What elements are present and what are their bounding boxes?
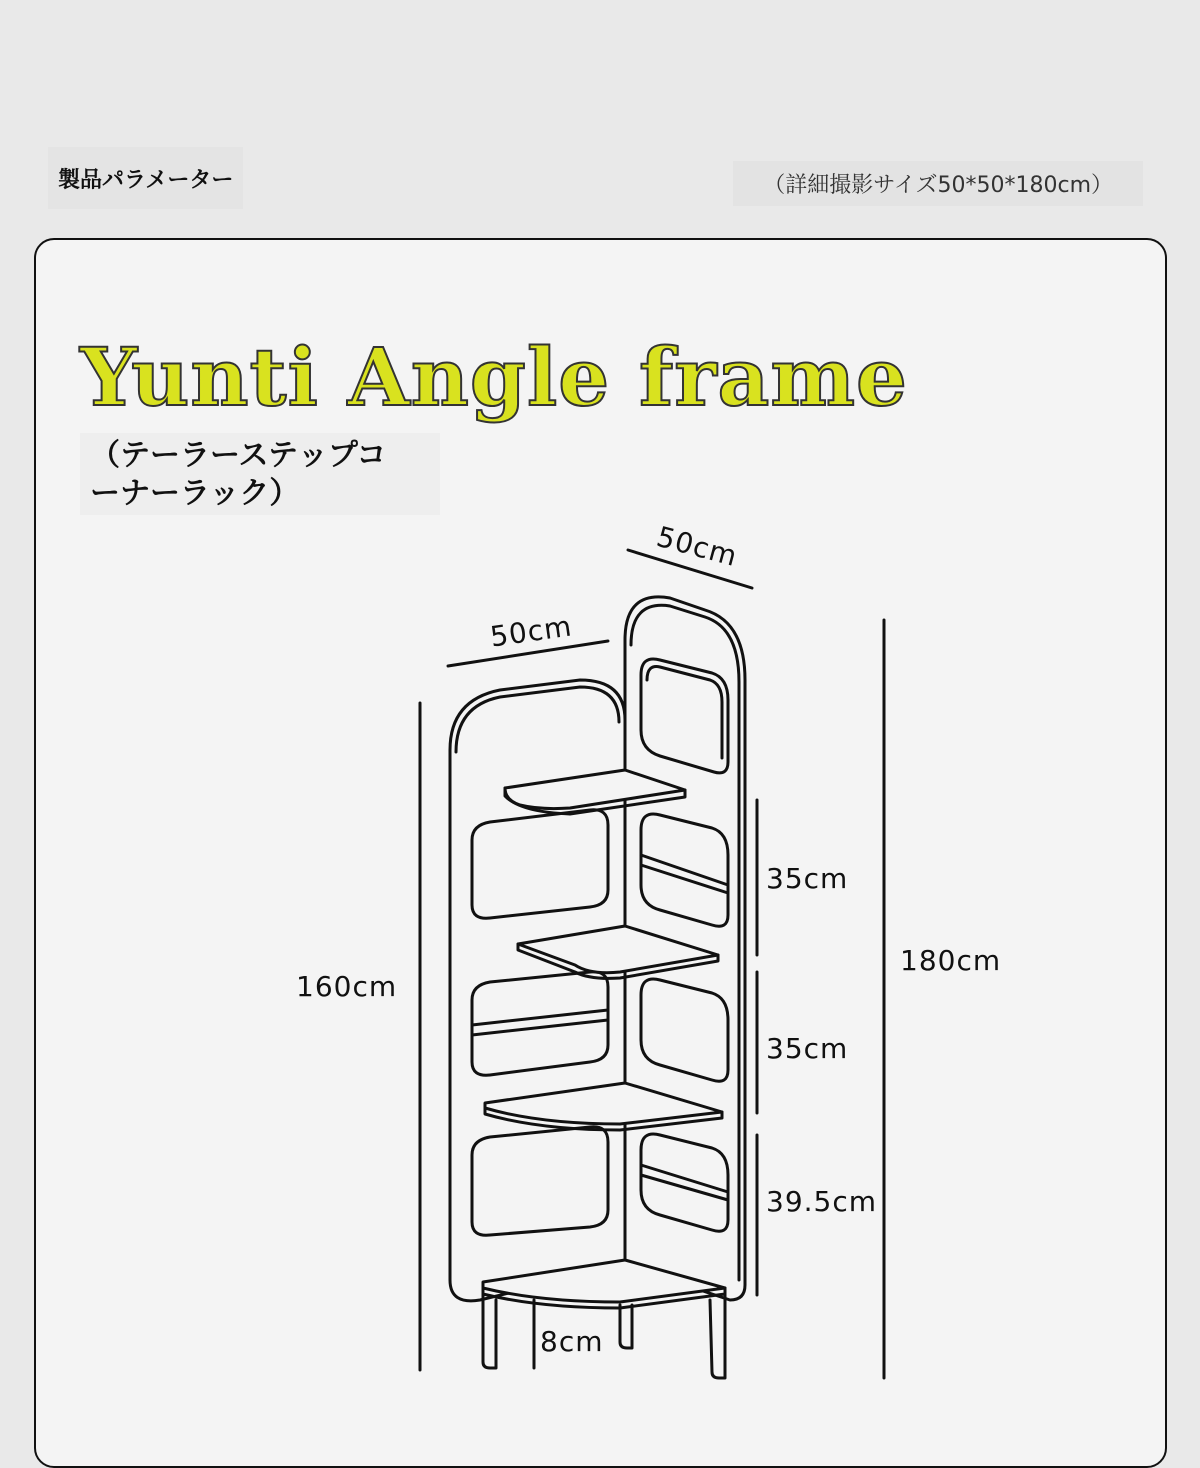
- front-window-1: [472, 810, 608, 918]
- subtitle-line-1: （テーラーステップコ: [90, 438, 387, 473]
- section-label: 製品パラメーター: [48, 147, 243, 209]
- front-window-3: [472, 1127, 608, 1235]
- back-window-2: [641, 979, 728, 1081]
- product-title: Yunti Angle frame: [80, 330, 908, 424]
- dim-width-back: 50cm: [653, 519, 742, 574]
- shelf-3: [485, 1083, 722, 1124]
- dim-height-left: 160cm: [296, 970, 398, 1003]
- size-note: （詳細撮影サイズ50*50*180cm）: [733, 161, 1143, 206]
- shelf-1: [505, 770, 685, 809]
- subtitle-line-2: ーナーラック）: [90, 476, 300, 511]
- leg-front-right: [710, 1294, 725, 1378]
- dim-shelf-gap-1: 35cm: [766, 862, 849, 895]
- leg-front-left: [483, 1292, 496, 1368]
- leg-back: [620, 1305, 632, 1348]
- back-window-3: [641, 1134, 728, 1231]
- dim-height-total: 180cm: [900, 944, 1002, 977]
- dim-width-front: 50cm: [488, 609, 575, 654]
- back-window-top: [641, 659, 728, 773]
- dim-shelf-gap-2: 35cm: [766, 1032, 849, 1065]
- shelf-4: [483, 1260, 725, 1302]
- dim-leg-height: 8cm: [540, 1325, 604, 1358]
- dim-shelf-gap-3: 39.5cm: [766, 1185, 878, 1218]
